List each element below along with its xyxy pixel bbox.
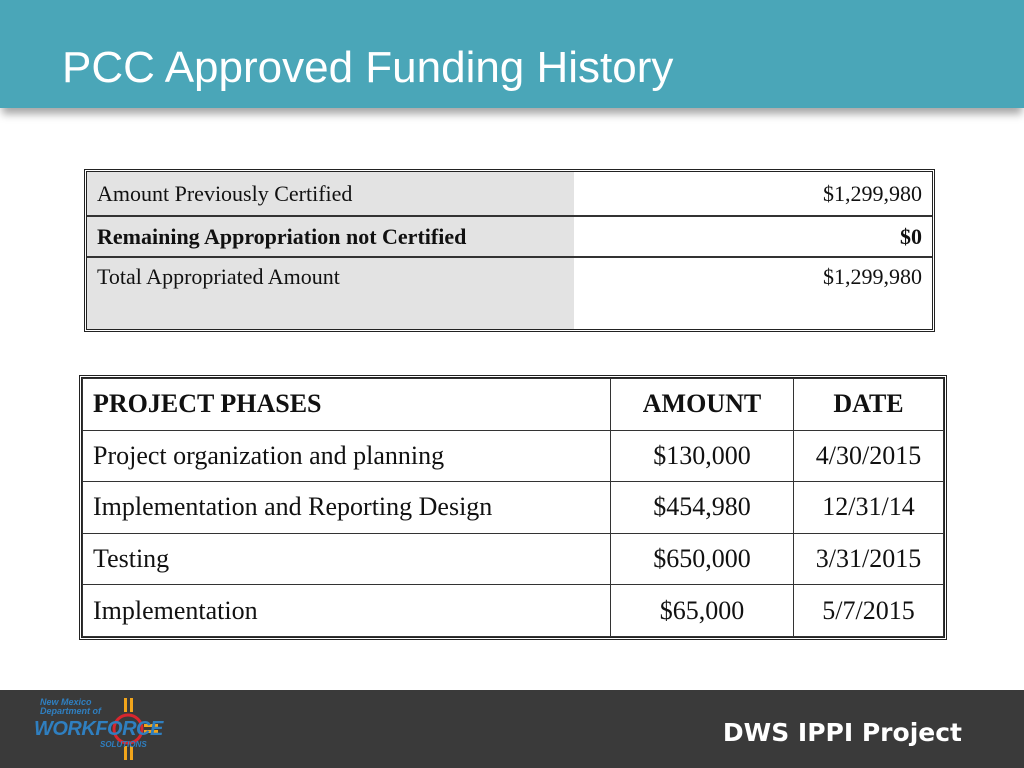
table-row	[83, 430, 944, 482]
phase-amount: $454,980	[611, 482, 794, 534]
table-row	[87, 257, 932, 329]
phase-name: Project organization and planning	[83, 430, 611, 482]
summary-value: $1,299,980	[823, 264, 922, 289]
project-phases-table	[79, 375, 947, 640]
logo-subtitle: SOLUTIONS	[100, 740, 147, 749]
funding-summary-table	[84, 169, 935, 332]
phase-date: 4/30/2015	[794, 430, 944, 482]
table-header-row	[83, 379, 944, 431]
table-row	[83, 585, 944, 637]
summary-label: Remaining Appropriation not Certified	[87, 216, 574, 257]
logo-wordmark: WORKFORCE	[34, 718, 163, 740]
summary-value: $0	[574, 216, 932, 257]
phase-amount: $650,000	[611, 533, 794, 585]
summary-label: Amount Previously Certified	[87, 172, 574, 216]
column-header-amount: AMOUNT	[611, 379, 794, 431]
column-header-date: DATE	[794, 379, 944, 431]
phase-date: 12/31/14	[794, 482, 944, 534]
phase-name: Implementation	[83, 585, 611, 637]
phase-name: Testing	[83, 533, 611, 585]
phase-date: 3/31/2015	[794, 533, 944, 585]
phase-date: 5/7/2015	[794, 585, 944, 637]
logo-department-text: New Mexico Department of	[40, 697, 102, 716]
table-row	[83, 533, 944, 585]
column-header-phase: PROJECT PHASES	[83, 379, 611, 431]
phase-name: Implementation and Reporting Design	[83, 482, 611, 534]
summary-label: Total Appropriated Amount	[87, 257, 574, 329]
table-row	[83, 482, 944, 534]
phase-amount: $130,000	[611, 430, 794, 482]
table-row	[87, 216, 932, 257]
project-name: DWS IPPI Project	[722, 718, 962, 747]
slide-title: PCC Approved Funding History	[62, 43, 674, 92]
summary-value: $1,299,980	[574, 172, 932, 216]
phase-amount: $65,000	[611, 585, 794, 637]
footer-bar	[0, 690, 1024, 768]
table-row	[87, 172, 932, 216]
workforce-solutions-logo	[30, 696, 170, 762]
